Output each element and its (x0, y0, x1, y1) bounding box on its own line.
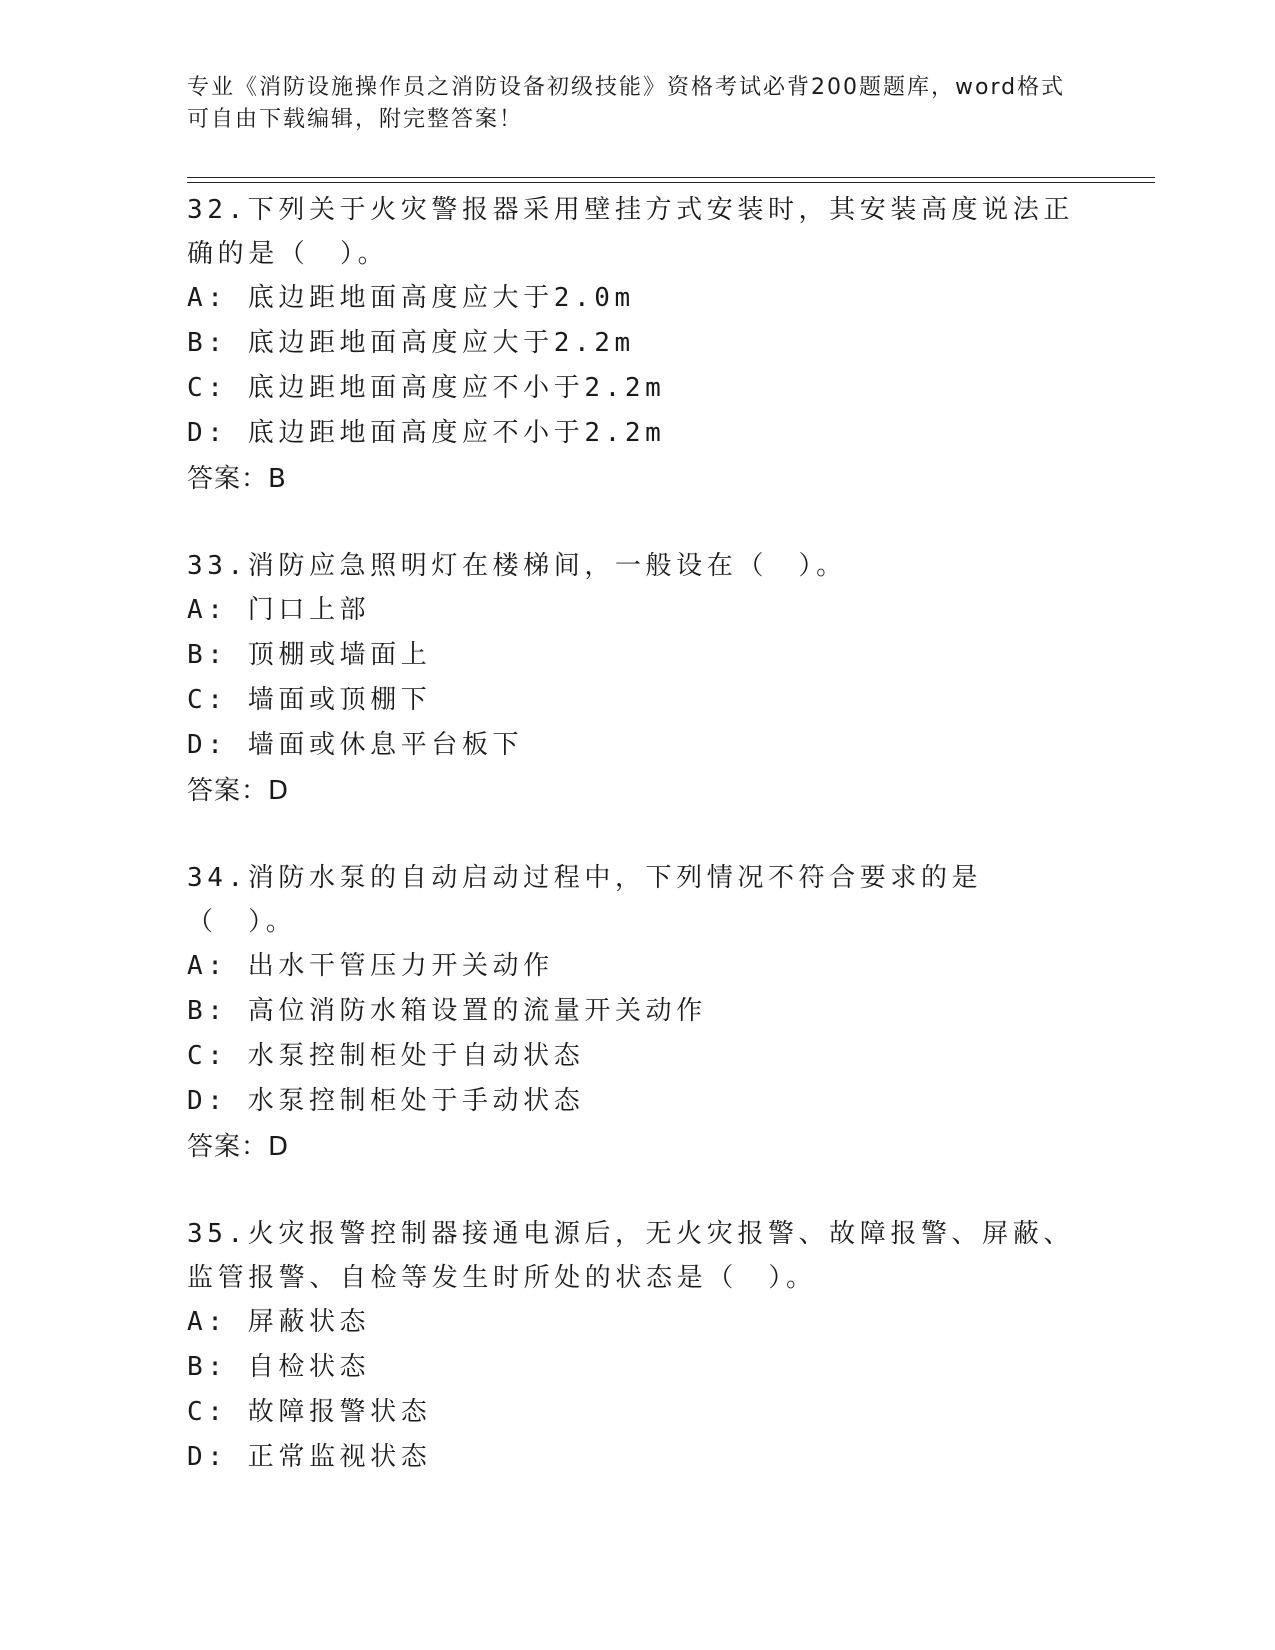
header-divider-bottom (187, 182, 1155, 183)
answer-line: 答案：B (187, 464, 287, 494)
question-34 (187, 856, 1087, 1170)
question-list (187, 188, 1087, 1480)
question-text: 35.火灾报警控制器接通电源后，无火灾报警、故障报警、屏蔽、监管报警、自检等发生时所处的状态是（ ）。 (187, 1219, 1074, 1293)
answer-line: 答案：D (187, 776, 290, 806)
option-a: A: 屏蔽状态 (187, 1307, 371, 1337)
question-33 (187, 544, 1087, 814)
option-c: C: 底边距地面高度应不小于2.2m (187, 373, 666, 403)
option-b: B: 自检状态 (187, 1352, 371, 1382)
question-32 (187, 188, 1087, 502)
option-d: D: 底边距地面高度应不小于2.2m (187, 418, 666, 448)
option-d: D: 墙面或休息平台板下 (187, 730, 524, 760)
option-c: C: 水泵控制柜处于自动状态 (187, 1041, 585, 1071)
question-35 (187, 1212, 1087, 1480)
question-spacer (187, 814, 1087, 856)
option-a: A: 底边距地面高度应大于2.0m (187, 283, 635, 313)
question-spacer (187, 502, 1087, 544)
question-text: 34.消防水泵的自动启动过程中，下列情况不符合要求的是（ ）。 (187, 863, 983, 937)
option-a: A: 门口上部 (187, 595, 371, 625)
option-a: A: 出水干管压力开关动作 (187, 951, 554, 981)
option-d: D: 水泵控制柜处于手动状态 (187, 1086, 585, 1116)
header-divider-top (187, 177, 1155, 178)
question-text: 32.下列关于火灾警报器采用壁挂方式安装时，其安装高度说法正确的是（ ）。 (187, 195, 1074, 269)
option-b: B: 顶棚或墙面上 (187, 640, 432, 670)
option-d: D: 正常监视状态 (187, 1442, 432, 1472)
option-c: C: 墙面或顶棚下 (187, 685, 432, 715)
option-c: C: 故障报警状态 (187, 1397, 432, 1427)
option-b: B: 高位消防水箱设置的流量开关动作 (187, 996, 707, 1026)
answer-line: 答案：D (187, 1132, 290, 1162)
document-intro: 专业《消防设施操作员之消防设备初级技能》资格考试必背200题题库，word格式可自由下载编辑，附完整答案！ (187, 75, 1066, 132)
question-spacer (187, 1170, 1087, 1212)
question-text: 33.消防应急照明灯在楼梯间，一般设在（ ）。 (187, 551, 847, 581)
option-b: B: 底边距地面高度应大于2.2m (187, 328, 635, 358)
